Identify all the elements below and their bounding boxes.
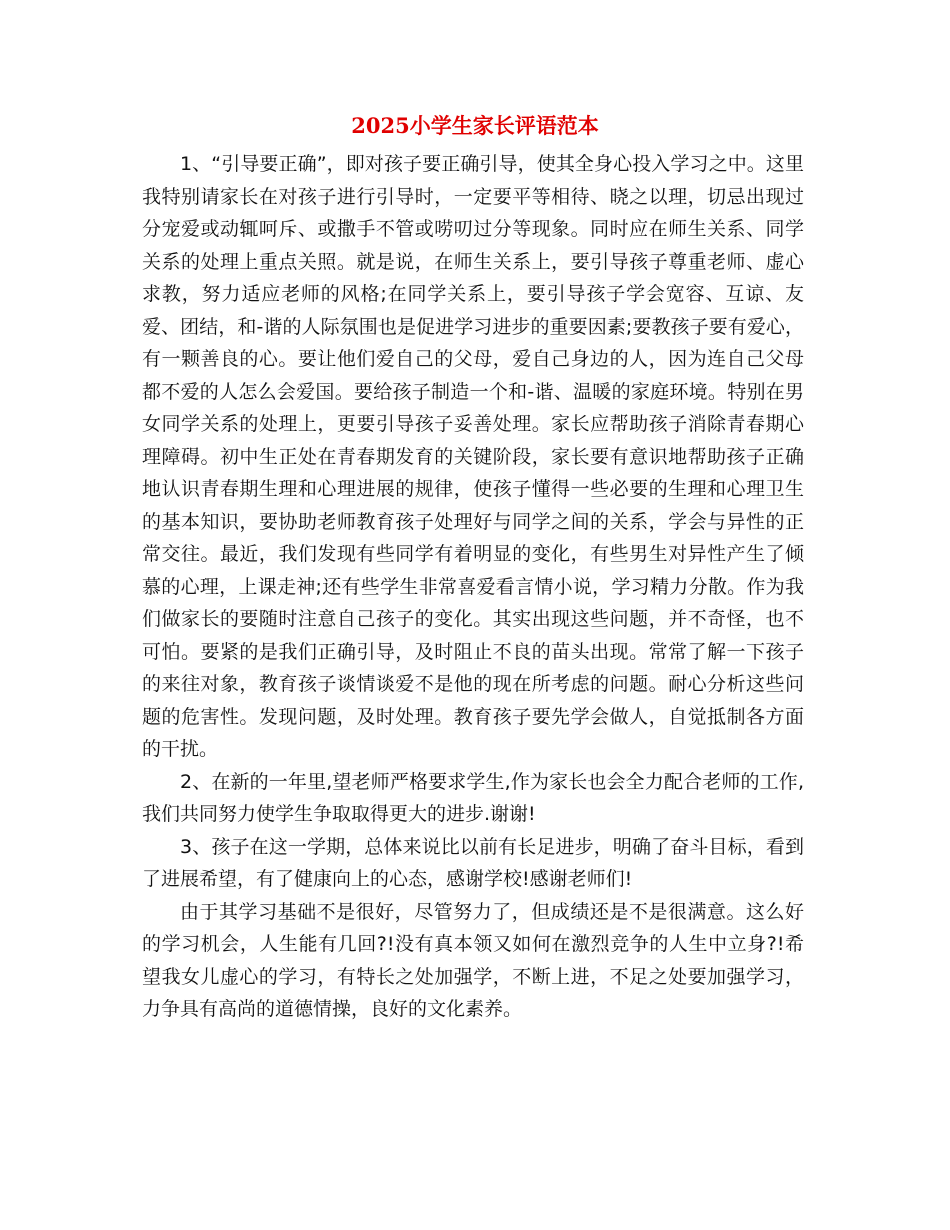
paragraph-3: 3、孩子在这一学期，总体来说比以前有长足进步，明确了奋斗目标，看到了进展希望，有了健康向上的心态，感谢学校!感谢老师们!	[142, 835, 804, 890]
document-title: 2025小学生家长评语范本	[351, 113, 599, 138]
paragraph-2: 2、在新的一年里,望老师严格要求学生,作为家长也会全力配合老师的工作,我们共同努力使学生争取取得更大的进步.谢谢!	[142, 770, 804, 825]
paragraph-4: 由于其学习基础不是很好，尽管努力了，但成绩还是不是很满意。这么好的学习机会，人生能有几回?!没有真本领又如何在激烈竞争的人生中立身?!希望我女儿虚心的学习，有特长之处加强学，不断上进，不足之处要加强学习，力争具有高尚的道德情操，良好的文化素养。	[142, 900, 804, 1020]
document-body	[142, 148, 804, 1026]
paragraph-1: 1、“引导要正确”，即对孩子要正确引导，使其全身心投入学习之中。这里我特别请家长在对孩子进行引导时，一定要平等相待、晓之以理，切忌出现过分宠爱或动辄呵斥、或撒手不管或唠叨过分等现象。同时应在师生关系、同学关系的处理上重点关照。就是说，在师生关系上，要引导孩子尊重老师、虚心求教，努力适应老师的风格;在同学关系上，要引导孩子学会宽容、互谅、友爱、团结，和-谐的人际氛围也是促进学习进步的重要因素;要教孩子要有爱心，有一颗善良的心。要让他们爱自己的父母，爱自己身边的人，因为连自己父母都不爱的人怎么会爱国。要给孩子制造一个和-谐、温暖的家庭环境。特别在男女同学关系的处理上，更要引导孩子妥善处理。家长应帮助孩子消除青春期心理障碍。初中生正处在青春期发育的关键阶段，家长要有意识地帮助孩子正确地认识青春期生理和心理进展的规律，使孩子懂得一些必要的生理和心理卫生的基本知识，要协助老师教育孩子处理好与同学之间的关系，学会与异性的正常交往。最近，我们发现有些同学有着明显的变化，有些男生对异性产生了倾慕的心理，上课走神;还有些学生非常喜爱看言情小说，学习精力分散。作为我们做家长的要随时注意自己孩子的变化。其实出现这些问题，并不奇怪，也不可怕。要紧的是我们正确引导，及时阻止不良的苗头出现。常常了解一下孩子的来往对象，教育孩子谈情谈爱不是他的现在所考虑的问题。耐心分析这些问题的危害性。发现问题，及时处理。教育孩子要先学会做人，自觉抵制各方面的干扰。	[142, 153, 804, 760]
